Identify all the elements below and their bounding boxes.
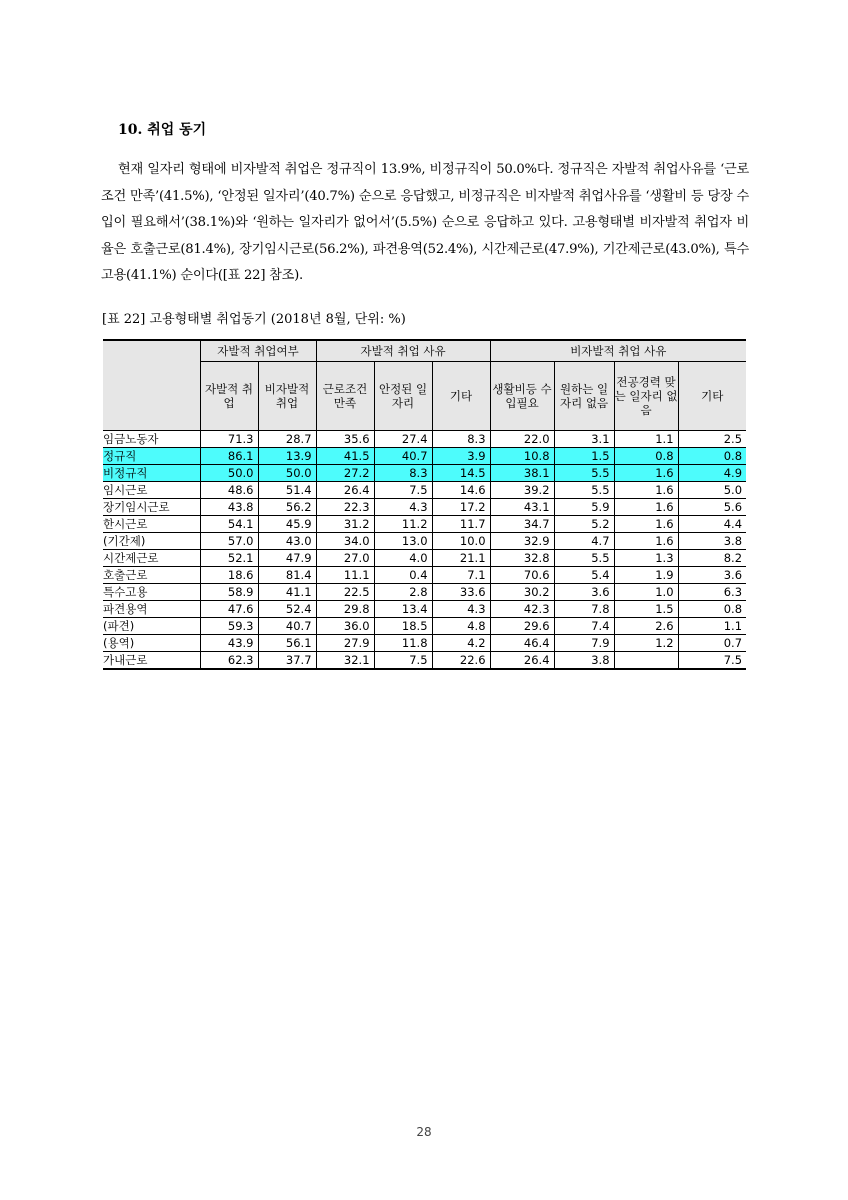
table-cell: 56.1: [258, 635, 316, 652]
table-cell: 13.0: [374, 533, 432, 550]
table-cell: 0.8: [678, 601, 746, 618]
table-cell: 3.8: [678, 533, 746, 550]
table-cell: 11.7: [432, 516, 490, 533]
row-label: 호출근로: [103, 567, 200, 584]
table-cell: 27.2: [316, 465, 374, 482]
row-label: 비정규직: [103, 465, 200, 482]
table-cell: 38.1: [490, 465, 554, 482]
table-cell: 41.5: [316, 448, 374, 465]
row-label: 가내근로: [103, 652, 200, 670]
table-cell: 7.5: [678, 652, 746, 670]
table-cell: 0.8: [614, 448, 678, 465]
col-header: 전공경력 맞는 일자리 없음: [614, 362, 678, 431]
group-header-voluntary-reason: 자발적 취업 사유: [316, 340, 490, 362]
table-cell: 7.9: [554, 635, 614, 652]
table-row: [103, 652, 746, 670]
table-row: [103, 533, 746, 550]
table-cell: 3.8: [554, 652, 614, 670]
table-cell: 32.1: [316, 652, 374, 670]
table-cell: 81.4: [258, 567, 316, 584]
table-cell: 42.3: [490, 601, 554, 618]
table-row: [103, 635, 746, 652]
table-cell: 34.7: [490, 516, 554, 533]
table-cell: 1.0: [614, 584, 678, 601]
table-body: [103, 431, 746, 670]
table-cell: 51.4: [258, 482, 316, 499]
table-cell: 47.6: [200, 601, 258, 618]
table-cell: 43.9: [200, 635, 258, 652]
row-label: 한시근로: [103, 516, 200, 533]
table-row: [103, 516, 746, 533]
table-cell: 4.4: [678, 516, 746, 533]
table-cell: 2.8: [374, 584, 432, 601]
table-cell: 3.6: [678, 567, 746, 584]
table-cell: 52.1: [200, 550, 258, 567]
table-cell: 43.1: [490, 499, 554, 516]
table-cell: 46.4: [490, 635, 554, 652]
row-label: (기간제): [103, 533, 200, 550]
table-cell: 18.5: [374, 618, 432, 635]
table-cell: 11.1: [316, 567, 374, 584]
table-cell: 5.5: [554, 550, 614, 567]
table-caption: [표 22] 고용형태별 취업동기 (2018년 8월, 단위: %): [102, 312, 406, 327]
table-cell: 5.6: [678, 499, 746, 516]
table-cell: 62.3: [200, 652, 258, 670]
table-cell: 32.8: [490, 550, 554, 567]
table-cell: 26.4: [316, 482, 374, 499]
col-header: 비자발적 취업: [258, 362, 316, 431]
body-paragraph: 현재 일자리 형태에 비자발적 취업은 정규직이 13.9%, 비정규직이 50.0%다. 정규직은 자발적 취업사유를 ‘근로조건 만족’(41.5%), ‘안정된 일자리’(40.7%) 순으로 응답했고, 비정규직은 비자발적 취업사유를 ‘생활비 등 당장 수입이 필요해서’(38.1%)와 ‘원하는 일자리가 없어서’(5.5%) 순으로 응답하고 있다. 고용형태별 비자발적 취업자 비율은 호출근로(81.4%), 장기임시근로(56.2%), 파견용역(52.4%), 시간제근로(47.9%), 기간제근로(43.0%), 특수고용(41.1%) 순이다([표 22] 참조).: [101, 162, 749, 283]
table-cell: 57.0: [200, 533, 258, 550]
table-cell: 5.5: [554, 482, 614, 499]
table-cell: 0.7: [678, 635, 746, 652]
table-cell: 58.9: [200, 584, 258, 601]
table-cell: 11.8: [374, 635, 432, 652]
table-cell: 7.5: [374, 652, 432, 670]
table-cell: 4.8: [432, 618, 490, 635]
table-cell: 5.4: [554, 567, 614, 584]
table-row: [103, 482, 746, 499]
row-label: (용역): [103, 635, 200, 652]
table-cell: 35.6: [316, 431, 374, 448]
table-cell: 1.3: [614, 550, 678, 567]
table-cell: 8.3: [374, 465, 432, 482]
row-label: 임금노동자: [103, 431, 200, 448]
table-row: [103, 584, 746, 601]
group-header-voluntary-status: 자발적 취업여부: [200, 340, 316, 362]
table-cell: 1.6: [614, 499, 678, 516]
table-cell: 1.6: [614, 482, 678, 499]
table-cell: 1.9: [614, 567, 678, 584]
table-cell: 7.1: [432, 567, 490, 584]
table-cell: 7.8: [554, 601, 614, 618]
table-cell: 59.3: [200, 618, 258, 635]
table-cell: 40.7: [258, 618, 316, 635]
table-cell: 36.0: [316, 618, 374, 635]
table-cell: 54.1: [200, 516, 258, 533]
employment-motive-table: [103, 339, 746, 670]
col-header: 근로조건 만족: [316, 362, 374, 431]
table-cell: 26.4: [490, 652, 554, 670]
table-cell: 70.6: [490, 567, 554, 584]
table-cell: 47.9: [258, 550, 316, 567]
table-row: [103, 618, 746, 635]
table-cell: 28.7: [258, 431, 316, 448]
table-cell: [614, 652, 678, 670]
row-label: 장기임시근로: [103, 499, 200, 516]
table-cell: 1.5: [554, 448, 614, 465]
table-cell: 4.9: [678, 465, 746, 482]
table-cell: 13.4: [374, 601, 432, 618]
table-cell: 27.9: [316, 635, 374, 652]
table-cell: 41.1: [258, 584, 316, 601]
table-cell: 86.1: [200, 448, 258, 465]
table-row: [103, 567, 746, 584]
table-cell: 5.5: [554, 465, 614, 482]
table-cell: 40.7: [374, 448, 432, 465]
row-label: 임시근로: [103, 482, 200, 499]
table-cell: 10.0: [432, 533, 490, 550]
table-cell: 34.0: [316, 533, 374, 550]
table-cell: 32.9: [490, 533, 554, 550]
group-header-involuntary-reason: 비자발적 취업 사유: [490, 340, 746, 362]
row-label: 정규직: [103, 448, 200, 465]
table-cell: 43.0: [258, 533, 316, 550]
table-cell: 2.5: [678, 431, 746, 448]
table-corner-cell: [103, 340, 200, 431]
table-cell: 10.8: [490, 448, 554, 465]
table-cell: 3.1: [554, 431, 614, 448]
row-label: 파견용역: [103, 601, 200, 618]
table-row: [103, 550, 746, 567]
table-row: [103, 431, 746, 448]
table-cell: 45.9: [258, 516, 316, 533]
table-cell: 71.3: [200, 431, 258, 448]
table-row: [103, 465, 746, 482]
table-cell: 4.3: [432, 601, 490, 618]
col-header: 자발적 취업: [200, 362, 258, 431]
row-label: 특수고용: [103, 584, 200, 601]
table-cell: 6.3: [678, 584, 746, 601]
table-cell: 11.2: [374, 516, 432, 533]
table-cell: 22.5: [316, 584, 374, 601]
table-cell: 3.6: [554, 584, 614, 601]
table-cell: 14.5: [432, 465, 490, 482]
table-cell: 1.2: [614, 635, 678, 652]
table-cell: 7.5: [374, 482, 432, 499]
table-cell: 17.2: [432, 499, 490, 516]
table-cell: 33.6: [432, 584, 490, 601]
table-cell: 0.4: [374, 567, 432, 584]
table-cell: 1.6: [614, 516, 678, 533]
table-cell: 4.2: [432, 635, 490, 652]
table-cell: 31.2: [316, 516, 374, 533]
table-cell: 29.8: [316, 601, 374, 618]
table-cell: 50.0: [258, 465, 316, 482]
table-cell: 48.6: [200, 482, 258, 499]
table-cell: 21.1: [432, 550, 490, 567]
col-header: 기타: [678, 362, 746, 431]
table-cell: 56.2: [258, 499, 316, 516]
table-cell: 22.6: [432, 652, 490, 670]
table-cell: 27.0: [316, 550, 374, 567]
table-cell: 1.1: [678, 618, 746, 635]
table-cell: 8.2: [678, 550, 746, 567]
table-cell: 18.6: [200, 567, 258, 584]
table-cell: 30.2: [490, 584, 554, 601]
page-number: 28: [416, 1125, 432, 1139]
table-cell: 43.8: [200, 499, 258, 516]
col-header: 안정된 일자리: [374, 362, 432, 431]
row-label: 시간제근로: [103, 550, 200, 567]
table-cell: 8.3: [432, 431, 490, 448]
section-title: 10. 취업 동기: [118, 122, 207, 138]
table-cell: 1.6: [614, 465, 678, 482]
table-cell: 27.4: [374, 431, 432, 448]
table-cell: 4.3: [374, 499, 432, 516]
col-header: 기타: [432, 362, 490, 431]
table-row: [103, 601, 746, 618]
table-row: [103, 448, 746, 465]
table-cell: 39.2: [490, 482, 554, 499]
table-cell: 52.4: [258, 601, 316, 618]
table-cell: 5.2: [554, 516, 614, 533]
table-cell: 14.6: [432, 482, 490, 499]
table-cell: 22.0: [490, 431, 554, 448]
table-cell: 29.6: [490, 618, 554, 635]
table-cell: 1.5: [614, 601, 678, 618]
table-cell: 3.9: [432, 448, 490, 465]
row-label: (파견): [103, 618, 200, 635]
table-cell: 4.0: [374, 550, 432, 567]
table-cell: 0.8: [678, 448, 746, 465]
table-cell: 1.1: [614, 431, 678, 448]
table-cell: 7.4: [554, 618, 614, 635]
table-cell: 22.3: [316, 499, 374, 516]
col-header: 원하는 일자리 없음: [554, 362, 614, 431]
table-cell: 1.6: [614, 533, 678, 550]
table-cell: 2.6: [614, 618, 678, 635]
table-row: [103, 499, 746, 516]
table-cell: 37.7: [258, 652, 316, 670]
table-cell: 5.9: [554, 499, 614, 516]
table-cell: 5.0: [678, 482, 746, 499]
table-cell: 50.0: [200, 465, 258, 482]
table-cell: 13.9: [258, 448, 316, 465]
col-header: 생활비등 수입필요: [490, 362, 554, 431]
table-cell: 4.7: [554, 533, 614, 550]
